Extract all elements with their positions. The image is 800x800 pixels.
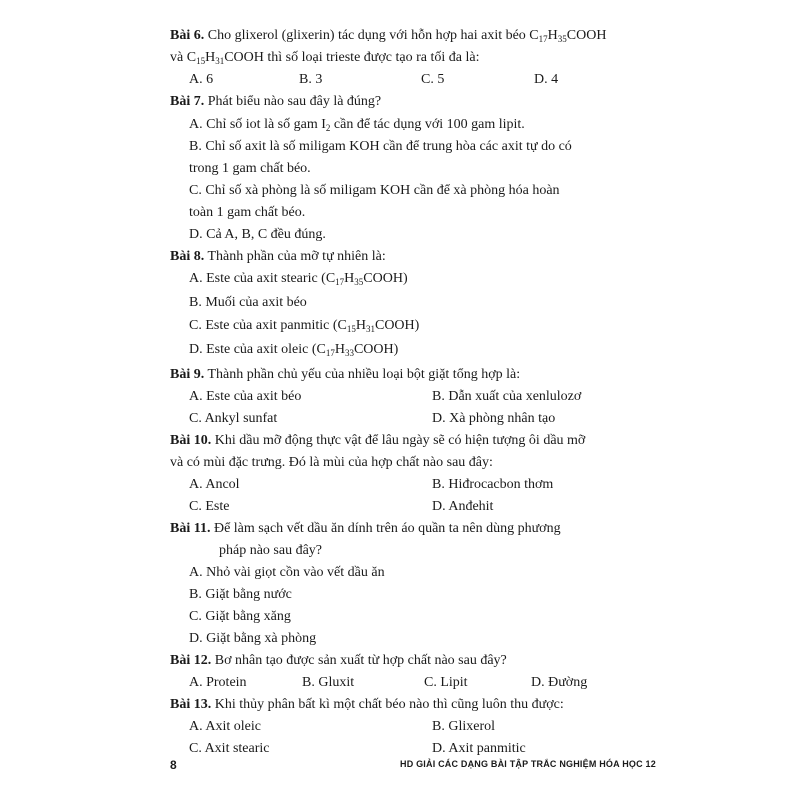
q6-option-a: A. 6	[189, 72, 214, 87]
question-6-line-2: và $C_{15}H_{31}COOH$ thì số loại trieste được tạo ra tối đa là:	[170, 50, 480, 66]
q7-option-b-line-1: B. Chỉ số axit là số miligam KOH cần để trung hòa các axit tự do có	[189, 139, 572, 154]
q11-option-a: A. Nhỏ vài giọt cồn vào vết dầu ăn	[189, 565, 385, 580]
q8-option-d: D. Este của axit oleic $(C_{17}H_{33}COOH)$	[189, 342, 399, 358]
q9-option-c: C. Ankyl sunfat	[189, 411, 278, 426]
q13-option-a: A. Axit oleic	[189, 719, 261, 734]
q13-option-c: C. Axit stearic	[189, 741, 270, 756]
question-11-line-2: pháp nào sau đây?	[219, 543, 323, 558]
q9-option-a: A. Este của axit béo	[189, 389, 302, 404]
q12-option-c: C. Lipit	[424, 675, 468, 690]
question-label: Bài 6.	[170, 28, 205, 43]
q9-option-d: D. Xà phòng nhân tạo	[432, 411, 556, 426]
page-number: 8	[170, 758, 177, 772]
q10-option-a: A. Ancol	[189, 477, 240, 492]
q8-option-c: C. Este của axit panmitic $(C_{15}H_{31}COOH)$	[189, 318, 420, 334]
question-8-stem: Bài 8. Thành phần của mỡ tự nhiên là:	[170, 249, 386, 264]
q11-option-b: B. Giặt bằng nước	[189, 587, 292, 602]
q13-option-b: B. Glixerol	[432, 719, 495, 734]
question-6-line-1: Bài 6. Cho glixerol (glixerin) tác dụng với hỗn hợp hai axit béo $C_{17}H_{35}COOH$	[170, 28, 607, 44]
q6-option-c: C. 5	[421, 72, 445, 87]
q12-option-d: D. Đường	[531, 675, 588, 690]
question-13-stem: Bài 13. Khi thủy phân bất kì một chất béo nào thì cũng luôn thu được:	[170, 697, 564, 712]
q10-option-c: C. Este	[189, 499, 230, 514]
q6-option-d: D. 4	[534, 72, 559, 87]
q8-option-a: A. Este của axit stearic $(C_{17}H_{35}COOH)$	[189, 271, 408, 287]
q10-option-b: B. Hiđrocacbon thơm	[432, 477, 554, 492]
q11-option-d: D. Giặt bằng xà phòng	[189, 631, 317, 646]
question-10-line-2: và có mùi đặc trưng. Đó là mùi của hợp chất nào sau đây:	[170, 455, 493, 470]
question-9-stem: Bài 9. Thành phần chủ yếu của nhiều loại bột giặt tổng hợp là:	[170, 367, 521, 382]
q12-option-b: B. Gluxit	[302, 675, 355, 690]
q8-option-b: B. Muối của axit béo	[189, 295, 307, 310]
book-title: HD GIẢI CÁC DẠNG BÀI TẬP TRẮC NGHIỆM HÓA HỌC 12	[400, 759, 656, 769]
question-7-stem: Bài 7. Phát biểu nào sau đây là đúng?	[170, 94, 382, 109]
q9-option-b: B. Dẫn xuất của xenlulozơ	[432, 389, 582, 404]
q7-option-d: D. Cả A, B, C đều đúng.	[189, 227, 326, 242]
q12-option-a: A. Protein	[189, 675, 247, 690]
q11-option-c: C. Giặt bằng xăng	[189, 609, 291, 624]
q7-option-b-line-2: trong 1 gam chất béo.	[189, 161, 311, 176]
question-12-stem: Bài 12. Bơ nhân tạo được sản xuất từ hợp chất nào sau đây?	[170, 653, 507, 668]
q7-option-c-line-1: C. Chỉ số xà phòng là số miligam KOH cần để xà phòng hóa hoàn	[189, 183, 560, 198]
q7-option-a: A. Chỉ số iot là số gam $I_2$ cần để tác dụng với 100 gam lipit.	[189, 117, 525, 133]
q10-option-d: D. Anđehit	[432, 499, 494, 514]
q13-option-d: D. Axit panmitic	[432, 741, 526, 756]
q6-option-b: B. 3	[299, 72, 323, 87]
question-10-line-1: Bài 10. Khi dầu mỡ động thực vật để lâu ngày sẽ có hiện tượng ôi dầu mỡ	[170, 433, 586, 448]
q7-option-c-line-2: toàn 1 gam chất béo.	[189, 205, 306, 220]
question-11-line-1: Bài 11. Để làm sạch vết dầu ăn dính trên áo quần ta nên dùng phương	[170, 521, 561, 536]
